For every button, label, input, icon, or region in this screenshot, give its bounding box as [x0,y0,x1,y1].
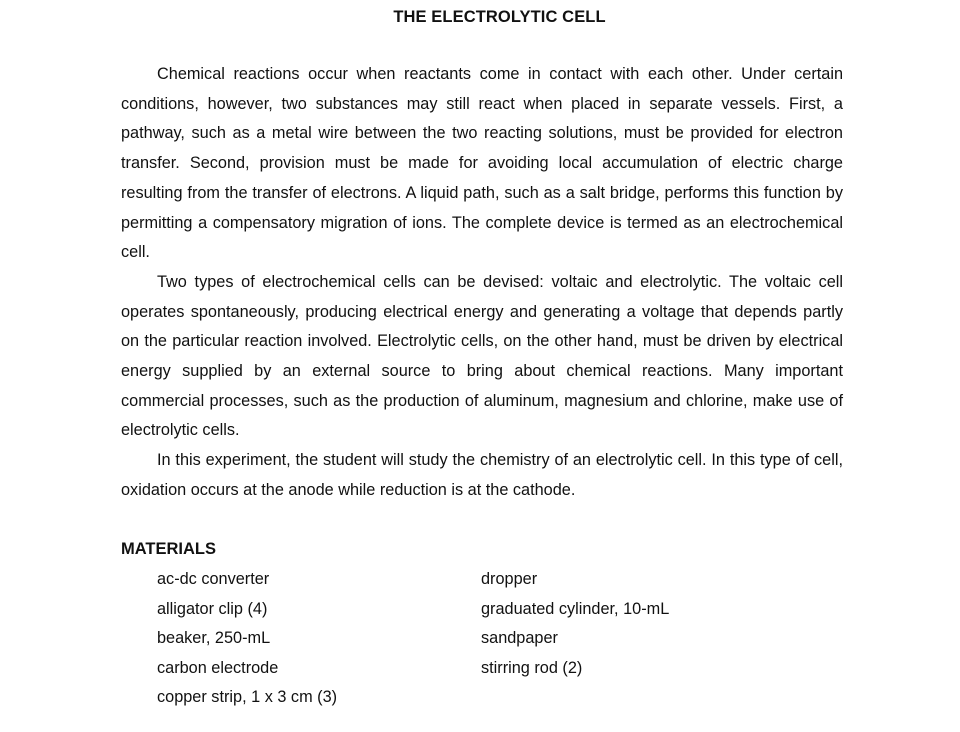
material-item: beaker, 250-mL [157,629,271,647]
paragraph-experiment: In this experiment, the student will study the chemistry of an electrolytic cell. In this type of cell, oxidation occurs at the anode while reduction is at the cathode. [121,451,843,499]
document-title: THE ELECTROLYTIC CELL [393,8,606,26]
introduction-text [121,60,843,506]
material-item: dropper [481,570,538,588]
material-item: carbon electrode [157,658,279,677]
materials-heading: MATERIALS [121,540,217,558]
paragraph-cell-types: Two types of electrochemical cells can be devised: voltaic and electrolytic. The voltaic cell operates spontaneously, producing electrical energy and generating a voltage that depends partly on the particular reaction involved. Electrolytic cells, on the other hand, must be driven by electrical energy supplied by an external source to bring about chemical reactions. Many important commercial processes, such as the production of aluminum, magnesium and chlorine, make use of electrolytic cells. [121,272,843,440]
materials-list-column-1 [157,565,337,713]
material-item: sandpaper [481,629,558,647]
material-item: copper strip, 1 x 3 cm (3) [157,688,338,706]
paragraph-electrochemical-cell: Chemical reactions occur when reactants come in contact with each other. Under certain conditions, however, two substances may still react when placed in separate vessels. First, a pathway, such as a metal wire between the two reacting solutions, must be provided for electron transfer. Second, provision must be made for avoiding local accumulation of electric charge resulting from the transfer of electrons. A liquid path, such as a salt bridge, performs this function by permitting a compensatory migration of ions. The complete device is termed as an electrochemical cell. [121,65,843,262]
material-item: alligator clip (4) [157,599,268,618]
material-item: graduated cylinder, 10-mL [481,599,670,618]
material-item: ac-dc converter [157,570,270,588]
material-item: stirring rod (2) [481,658,583,677]
materials-list-column-2 [481,565,669,683]
